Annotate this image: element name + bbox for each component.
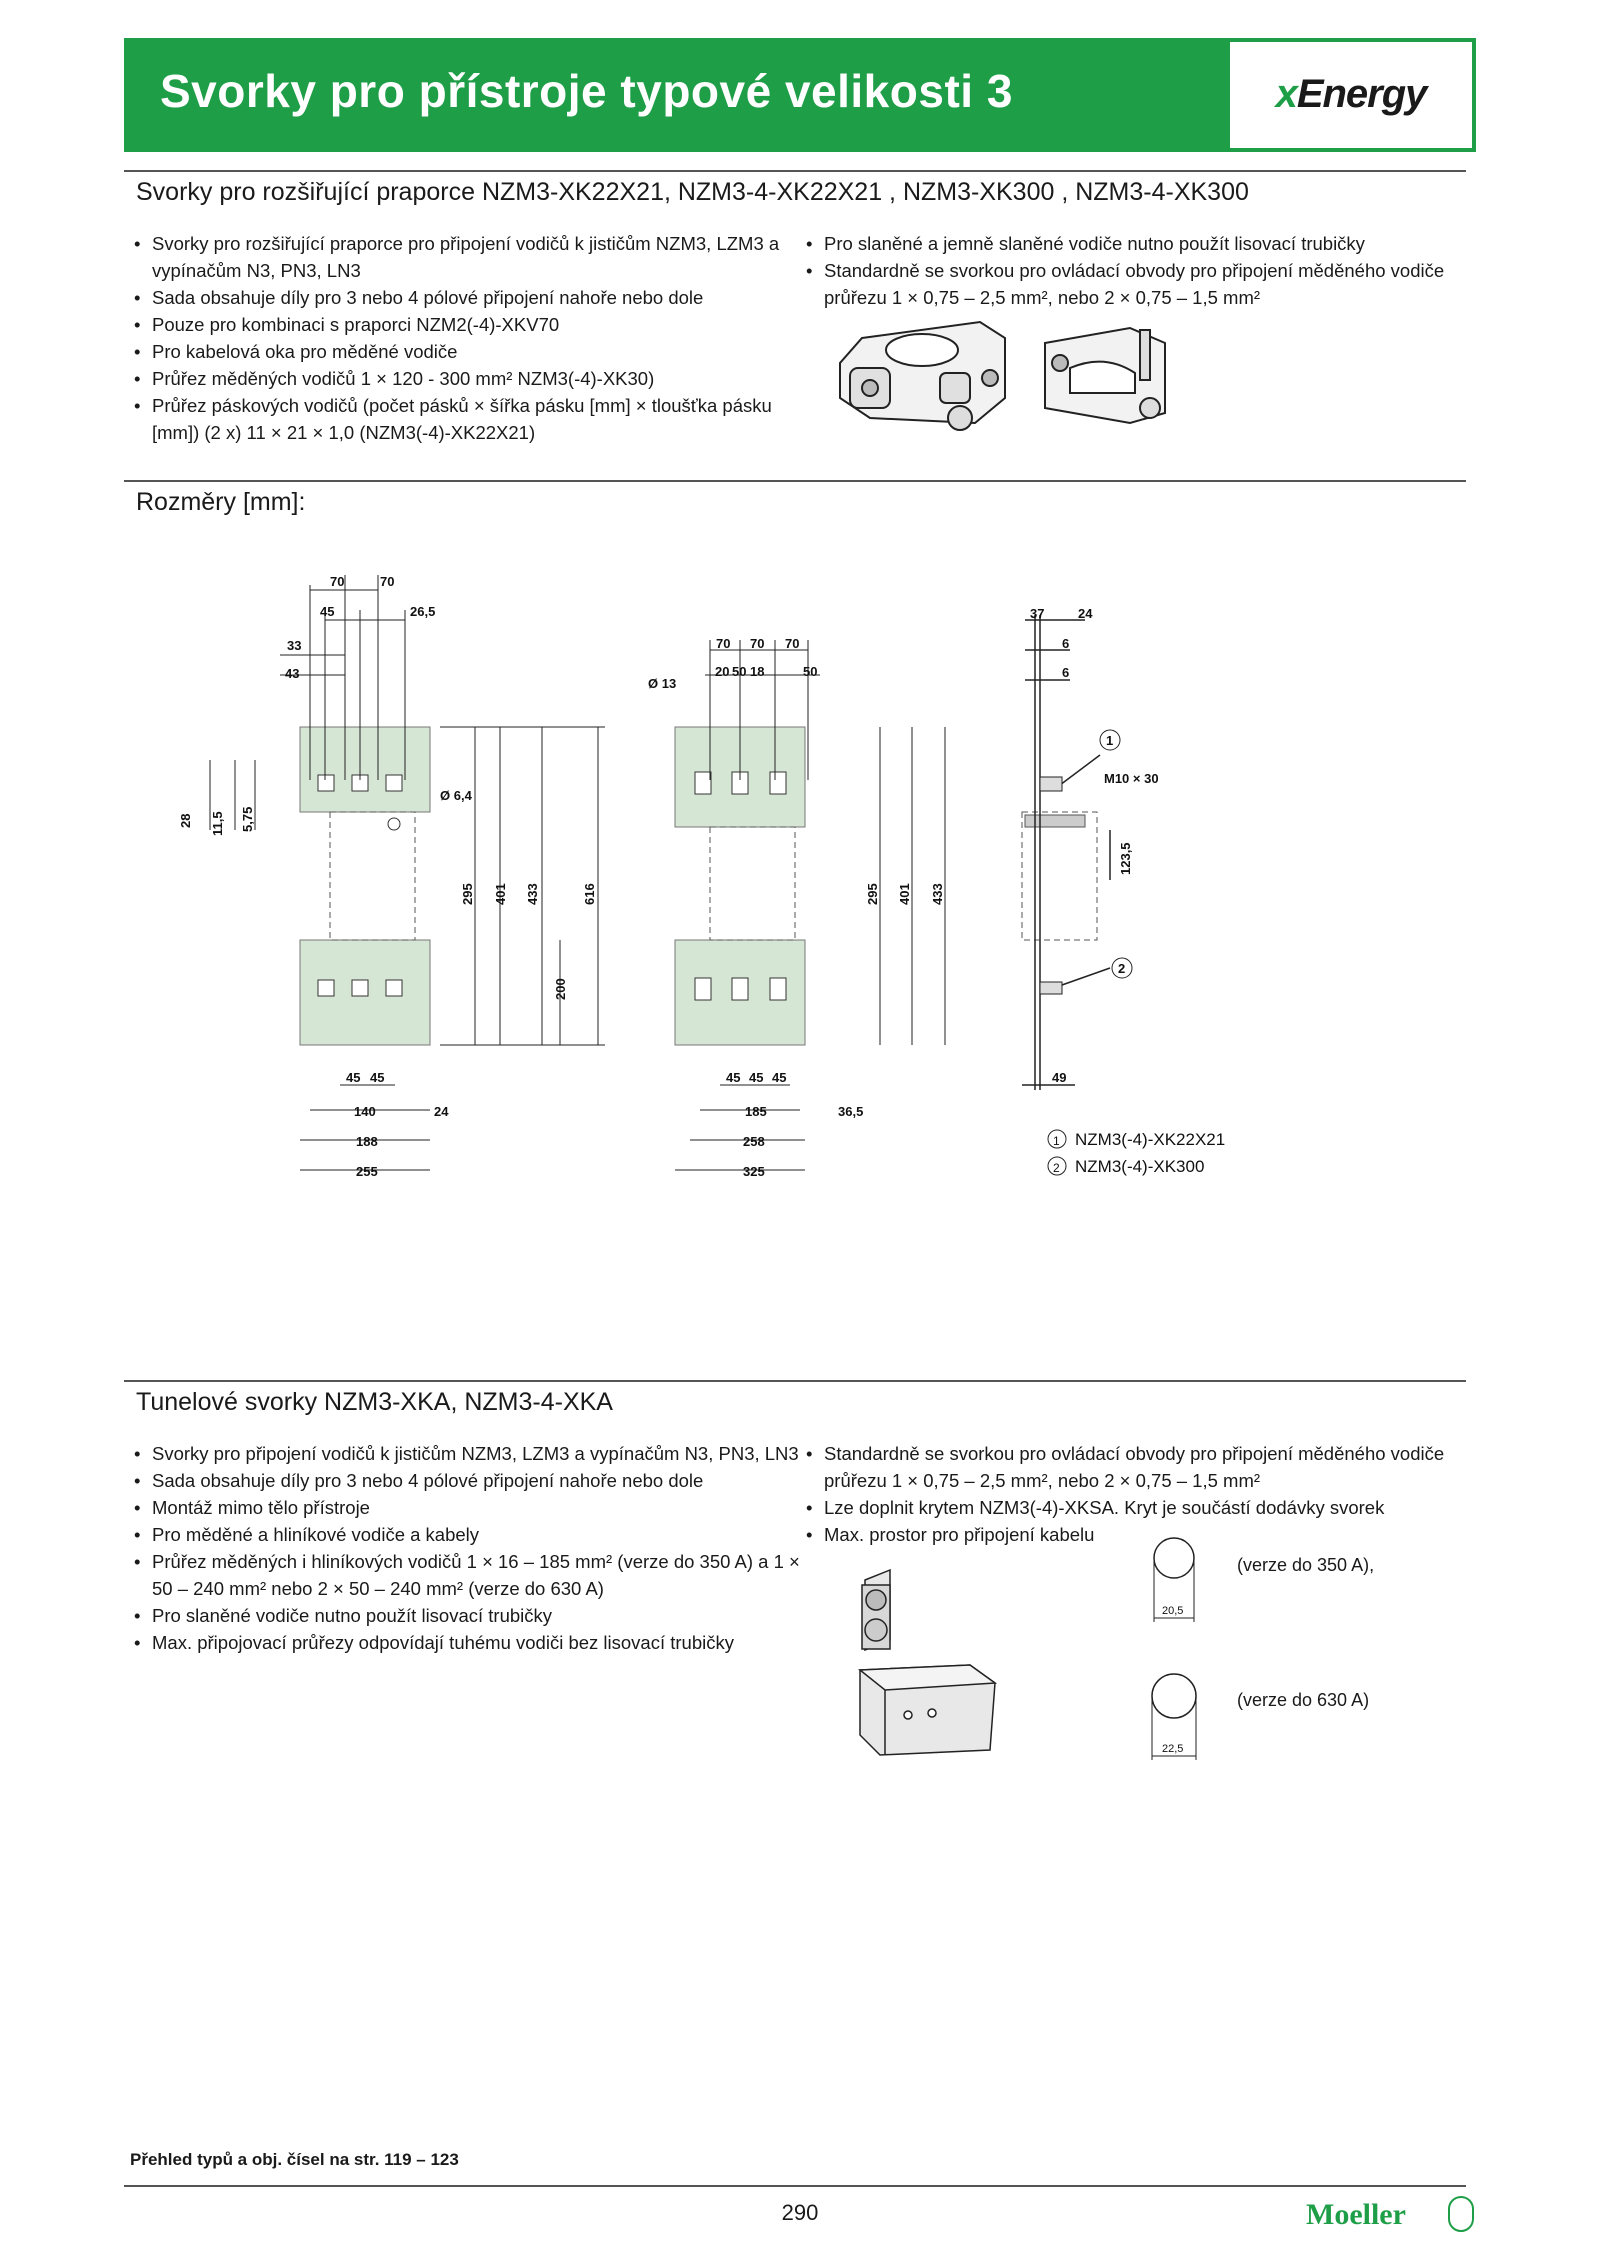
section2-left-list: [134, 1440, 804, 1656]
dim-label: 200: [553, 978, 568, 1000]
callout-number: 2: [1118, 961, 1126, 976]
dim-label: 188: [356, 1134, 378, 1149]
dim-label: 45: [320, 604, 335, 619]
breaker-side-top: [1025, 815, 1085, 827]
page-title: Svorky pro přístroje typové velikosti 3: [160, 65, 1013, 117]
section2-title: Tunelové svorky NZM3-XKA, NZM3-4-XKA: [136, 1388, 613, 1416]
dim-label: 401: [897, 883, 912, 905]
list-item: • Průřez měděných i hliníkových vodičů 1 × 16 – 185 mm² (verze do 350 A) a 1 × 50 – 240 mm² nebo 2 × 50 – 240 mm² (verze do 630 A): [134, 1548, 804, 1602]
list-item: • Svorky pro rozšiřující praporce pro připojení vodičů k jističům NZM3, LZM3 a vypínačům N3, PN3, LN3: [134, 230, 784, 284]
list-item: • Standardně se svorkou pro ovládací obvody pro připojení měděného vodiče průřezu 1 × 0,75 – 2,5 mm², nebo 2 × 0,75 – 1,5 mm²: [806, 1440, 1466, 1494]
terminal-area-top: [300, 727, 430, 812]
dim-label: 24: [434, 1104, 449, 1119]
moeller-logo: Moeller: [1306, 2198, 1406, 2231]
list-item: • Pro slaněné a jemně slaněné vodiče nutno použít lisovací trubičky: [806, 230, 1466, 257]
dimension-view-side: [1022, 606, 1159, 1090]
dim-label: 45: [749, 1070, 764, 1085]
dim-label: 50: [732, 664, 747, 679]
screw-label: M10 × 30: [1104, 771, 1159, 786]
legend-text: NZM3(-4)-XK22X21: [1075, 1130, 1226, 1149]
dim-label: 36,5: [838, 1104, 864, 1119]
cable-dim-label: 22,5: [1162, 1743, 1184, 1755]
dimension-legend: [1048, 1130, 1225, 1176]
section-divider: [124, 480, 1466, 482]
dim-label: 185: [745, 1104, 767, 1119]
list-item: • Pro kabelová oka pro měděné vodiče: [134, 338, 784, 365]
dimension-drawings: [0, 560, 1600, 1200]
dim-label: 325: [743, 1164, 765, 1179]
terminal-xk300-illustration: [1045, 328, 1165, 423]
dim-label: 616: [582, 883, 597, 905]
dim-label: 50: [803, 664, 818, 679]
callout-number: 1: [1106, 733, 1114, 748]
moeller-emblem-icon: [1448, 2196, 1474, 2232]
list-item: • Pro měděné a hliníkové vodiče a kabely: [134, 1521, 804, 1548]
screw-block-1: [1040, 777, 1062, 791]
dim-label: 70: [716, 636, 731, 651]
list-item: • Sada obsahuje díly pro 3 nebo 4 pólové připojení nahoře nebo dole: [134, 284, 784, 311]
tunnel-terminal-illustration: [840, 1565, 1010, 1765]
dim-label: 43: [285, 666, 300, 681]
list-item: • Pouze pro kombinaci s praporci NZM2(-4)-XKV70: [134, 311, 784, 338]
legend-number: 1: [1053, 1134, 1060, 1148]
footer-divider: [124, 2185, 1466, 2187]
legend-number: 2: [1053, 1161, 1060, 1175]
dimension-view-rear: [648, 636, 945, 1179]
section2-right-list: [806, 1440, 1466, 1548]
dim-label: 6: [1062, 636, 1070, 651]
dim-label: 258: [743, 1134, 765, 1149]
dim-label: 433: [930, 883, 945, 905]
breaker-side-outline: [1022, 812, 1097, 940]
footer-note: Přehled typů a obj. čísel na str. 119 – 123: [130, 2150, 459, 2169]
hole-label: Ø 6,4: [440, 788, 472, 803]
brand-suffix: Energy: [1296, 72, 1427, 116]
list-item: • Průřez měděných vodičů 1 × 120 - 300 mm² NZM3(-4)-XK30): [134, 365, 784, 392]
brand-logo: [1228, 40, 1474, 150]
dim-label: 45: [726, 1070, 741, 1085]
dimension-view-front: [178, 574, 605, 1179]
legend-text: NZM3(-4)-XK300: [1075, 1157, 1205, 1176]
list-item: • Max. připojovací průřezy odpovídají tuhému vodiči bez lisovací trubičky: [134, 1629, 804, 1656]
dim-label: 20: [715, 664, 730, 679]
dim-label: 255: [356, 1164, 378, 1179]
screw-block-2: [1040, 982, 1062, 994]
dim-label: 45: [772, 1070, 787, 1085]
dimensions-title: Rozměry [mm]:: [136, 488, 306, 516]
cable-space-630-diagram: [1140, 1668, 1220, 1768]
dim-label: 295: [865, 883, 880, 905]
dim-label: 5,75: [240, 806, 255, 832]
terminal-illustrations: [830, 318, 1190, 443]
section-divider: [124, 170, 1466, 172]
cable-350-label: (verze do 350 A),: [1237, 1555, 1375, 1575]
dim-label: 37: [1030, 606, 1045, 621]
dim-label: 6: [1062, 665, 1070, 680]
breaker-outline: [330, 812, 415, 940]
dim-label: 26,5: [410, 604, 436, 619]
dim-label: 70: [750, 636, 765, 651]
dim-label: 28: [178, 813, 193, 828]
section1-left-list: [134, 230, 784, 446]
dim-label: 70: [330, 574, 345, 589]
dim-label: 433: [525, 883, 540, 905]
dim-label: 11,5: [210, 811, 225, 836]
list-item: • Průřez páskových vodičů (počet pásků × šířka pásku [mm] × tloušťka pásku [mm]) (2 x) 11 × 21 × 1,0 (NZM3(-4)-XK22X21): [134, 392, 784, 446]
dim-label: 70: [380, 574, 395, 589]
hole-label: Ø 13: [648, 676, 677, 691]
list-item: • Max. prostor pro připojení kabelu: [806, 1521, 1466, 1548]
dim-label: 140: [354, 1104, 376, 1119]
breaker-outline: [710, 827, 795, 940]
list-item: • Sada obsahuje díly pro 3 nebo 4 pólové připojení nahoře nebo dole: [134, 1467, 804, 1494]
dim-label: 70: [785, 636, 800, 651]
page-number: 290: [781, 2200, 819, 2225]
list-item: • Standardně se svorkou pro ovládací obvody pro připojení měděného vodiče průřezu 1 × 0,75 – 2,5 mm², nebo 2 × 0,75 – 1,5 mm²: [806, 257, 1466, 311]
list-item: • Svorky pro připojení vodičů k jističům NZM3, LZM3 a vypínačům N3, PN3, LN3: [134, 1440, 804, 1467]
section1-right-list: [806, 230, 1466, 311]
cable-dim-label: 20,5: [1162, 1605, 1184, 1617]
list-item: • Pro slaněné vodiče nutno použít lisovací trubičky: [134, 1602, 804, 1629]
dim-label: 49: [1052, 1070, 1067, 1085]
dim-label: 45: [346, 1070, 361, 1085]
terminal-xk22x21-illustration: [840, 322, 1005, 430]
dim-label: 295: [460, 883, 475, 905]
section1-title: Svorky pro rozšiřující praporce NZM3-XK22X21, NZM3-4-XK22X21 , NZM3-XK300 , NZM3-4-XK300: [136, 178, 1249, 206]
dim-label: 18: [750, 664, 765, 679]
cable-630-label: (verze do 630 A): [1237, 1690, 1370, 1710]
brand-logo-text: [1230, 72, 1472, 117]
brand-prefix: x: [1275, 72, 1297, 116]
dim-label: 24: [1078, 606, 1093, 621]
dim-label: 45: [370, 1070, 385, 1085]
dim-label: 123,5: [1118, 842, 1133, 875]
cable-space-350-diagram: [1140, 1530, 1220, 1630]
list-item: • Montáž mimo tělo přístroje: [134, 1494, 804, 1521]
dim-label: 401: [493, 883, 508, 905]
section-divider: [124, 1380, 1466, 1382]
dim-label: 33: [287, 638, 302, 653]
list-item: • Lze doplnit krytem NZM3(-4)-XKSA. Kryt je součástí dodávky svorek: [806, 1494, 1466, 1521]
